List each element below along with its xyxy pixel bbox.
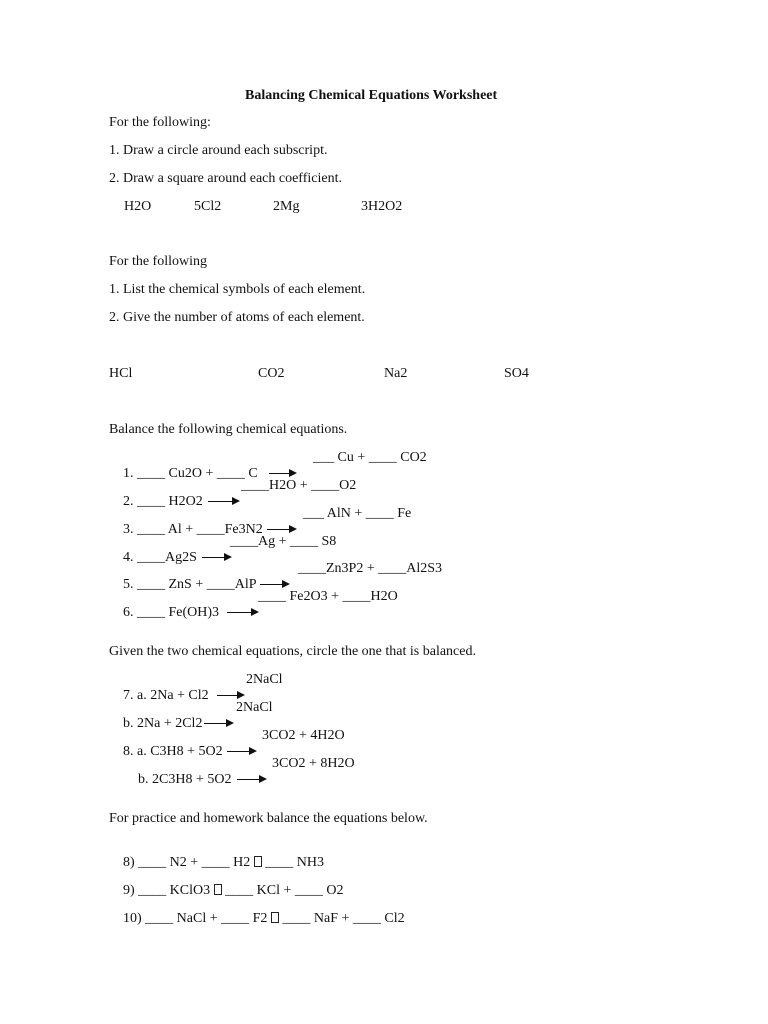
formula-item: HCl [109,366,133,381]
reaction-arrow-icon [237,775,267,785]
equation-left: 7. a. 2Na + Cl2 [123,688,209,703]
equation-left: 3. ____ Al + ____Fe3N2 [123,522,263,537]
equation-right: 3CO2 + 8H2O [272,756,355,771]
formula-item: 5Cl2 [194,199,222,214]
section1-intro: For the following: [109,115,211,130]
formula-item: Na2 [384,366,408,381]
equation-left: b. 2C3H8 + 5O2 [138,772,232,787]
equation-right: ____ NaF + ____ Cl2 [282,911,405,926]
equation-left: b. 2Na + 2Cl2 [123,716,203,731]
equation-right: ____ Fe2O3 + ____H2O [258,589,398,604]
reaction-arrow-icon [227,608,259,618]
equation-right: ____ NH3 [265,855,325,870]
equation-row [109,895,405,943]
section4-intro: Given the two chemical equations, circle the one that is balanced. [109,644,476,659]
equation-row [124,756,267,804]
section2-step1: 1. List the chemical symbols of each element. [109,282,366,297]
equation-left: 2. ____ H2O2 [123,494,203,509]
equation-left: 9) ____ KClO3 [123,883,211,898]
section2-step2: 2. Give the number of atoms of each element. [109,310,365,325]
missing-glyph-icon [271,912,279,923]
section1-step1: 1. Draw a circle around each subscript. [109,143,328,158]
equation-right: ____H2O + ____O2 [241,478,357,493]
formula-item: 2Mg [273,199,300,214]
missing-glyph-icon [254,856,262,867]
formula-item: SO4 [504,366,529,381]
equation-left: 10) ____ NaCl + ____ F2 [123,911,268,926]
equation-right: ___ Cu + ____ CO2 [313,450,427,465]
equation-left: 8. a. C3H8 + 5O2 [123,744,223,759]
equation-right: 2NaCl [246,672,283,687]
formula-item: H2O [124,199,152,214]
equation-left: 8) ____ N2 + ____ H2 [123,855,251,870]
formula-item: 3H2O2 [361,199,403,214]
section5-intro: For practice and homework balance the equations below. [109,811,428,826]
missing-glyph-icon [214,884,222,895]
equation-left: 5. ____ ZnS + ____AlP [123,577,257,592]
page-title: Balancing Chemical Equations Worksheet [245,88,498,103]
equation-left: 6. ____ Fe(OH)3 [123,605,220,620]
equation-right: ___ AlN + ____ Fe [303,506,412,521]
equation-right: ____Zn3P2 + ____Al2S3 [298,561,443,576]
equation-right: ____ KCl + ____ O2 [225,883,344,898]
equation-right: 3CO2 + 4H2O [262,728,345,743]
section2-intro: For the following [109,254,207,269]
equation-right: ____Ag + ____ S8 [230,534,337,549]
formula-item: CO2 [258,366,285,381]
equation-row [109,589,259,637]
section3-intro: Balance the following chemical equations. [109,422,348,437]
equation-left: 4. ____Ag2S [123,550,197,565]
section1-step2: 2. Draw a square around each coefficient. [109,171,342,186]
equation-right: 2NaCl [236,700,273,715]
equation-left: 1. ____ Cu2O + ____ C [123,466,258,481]
